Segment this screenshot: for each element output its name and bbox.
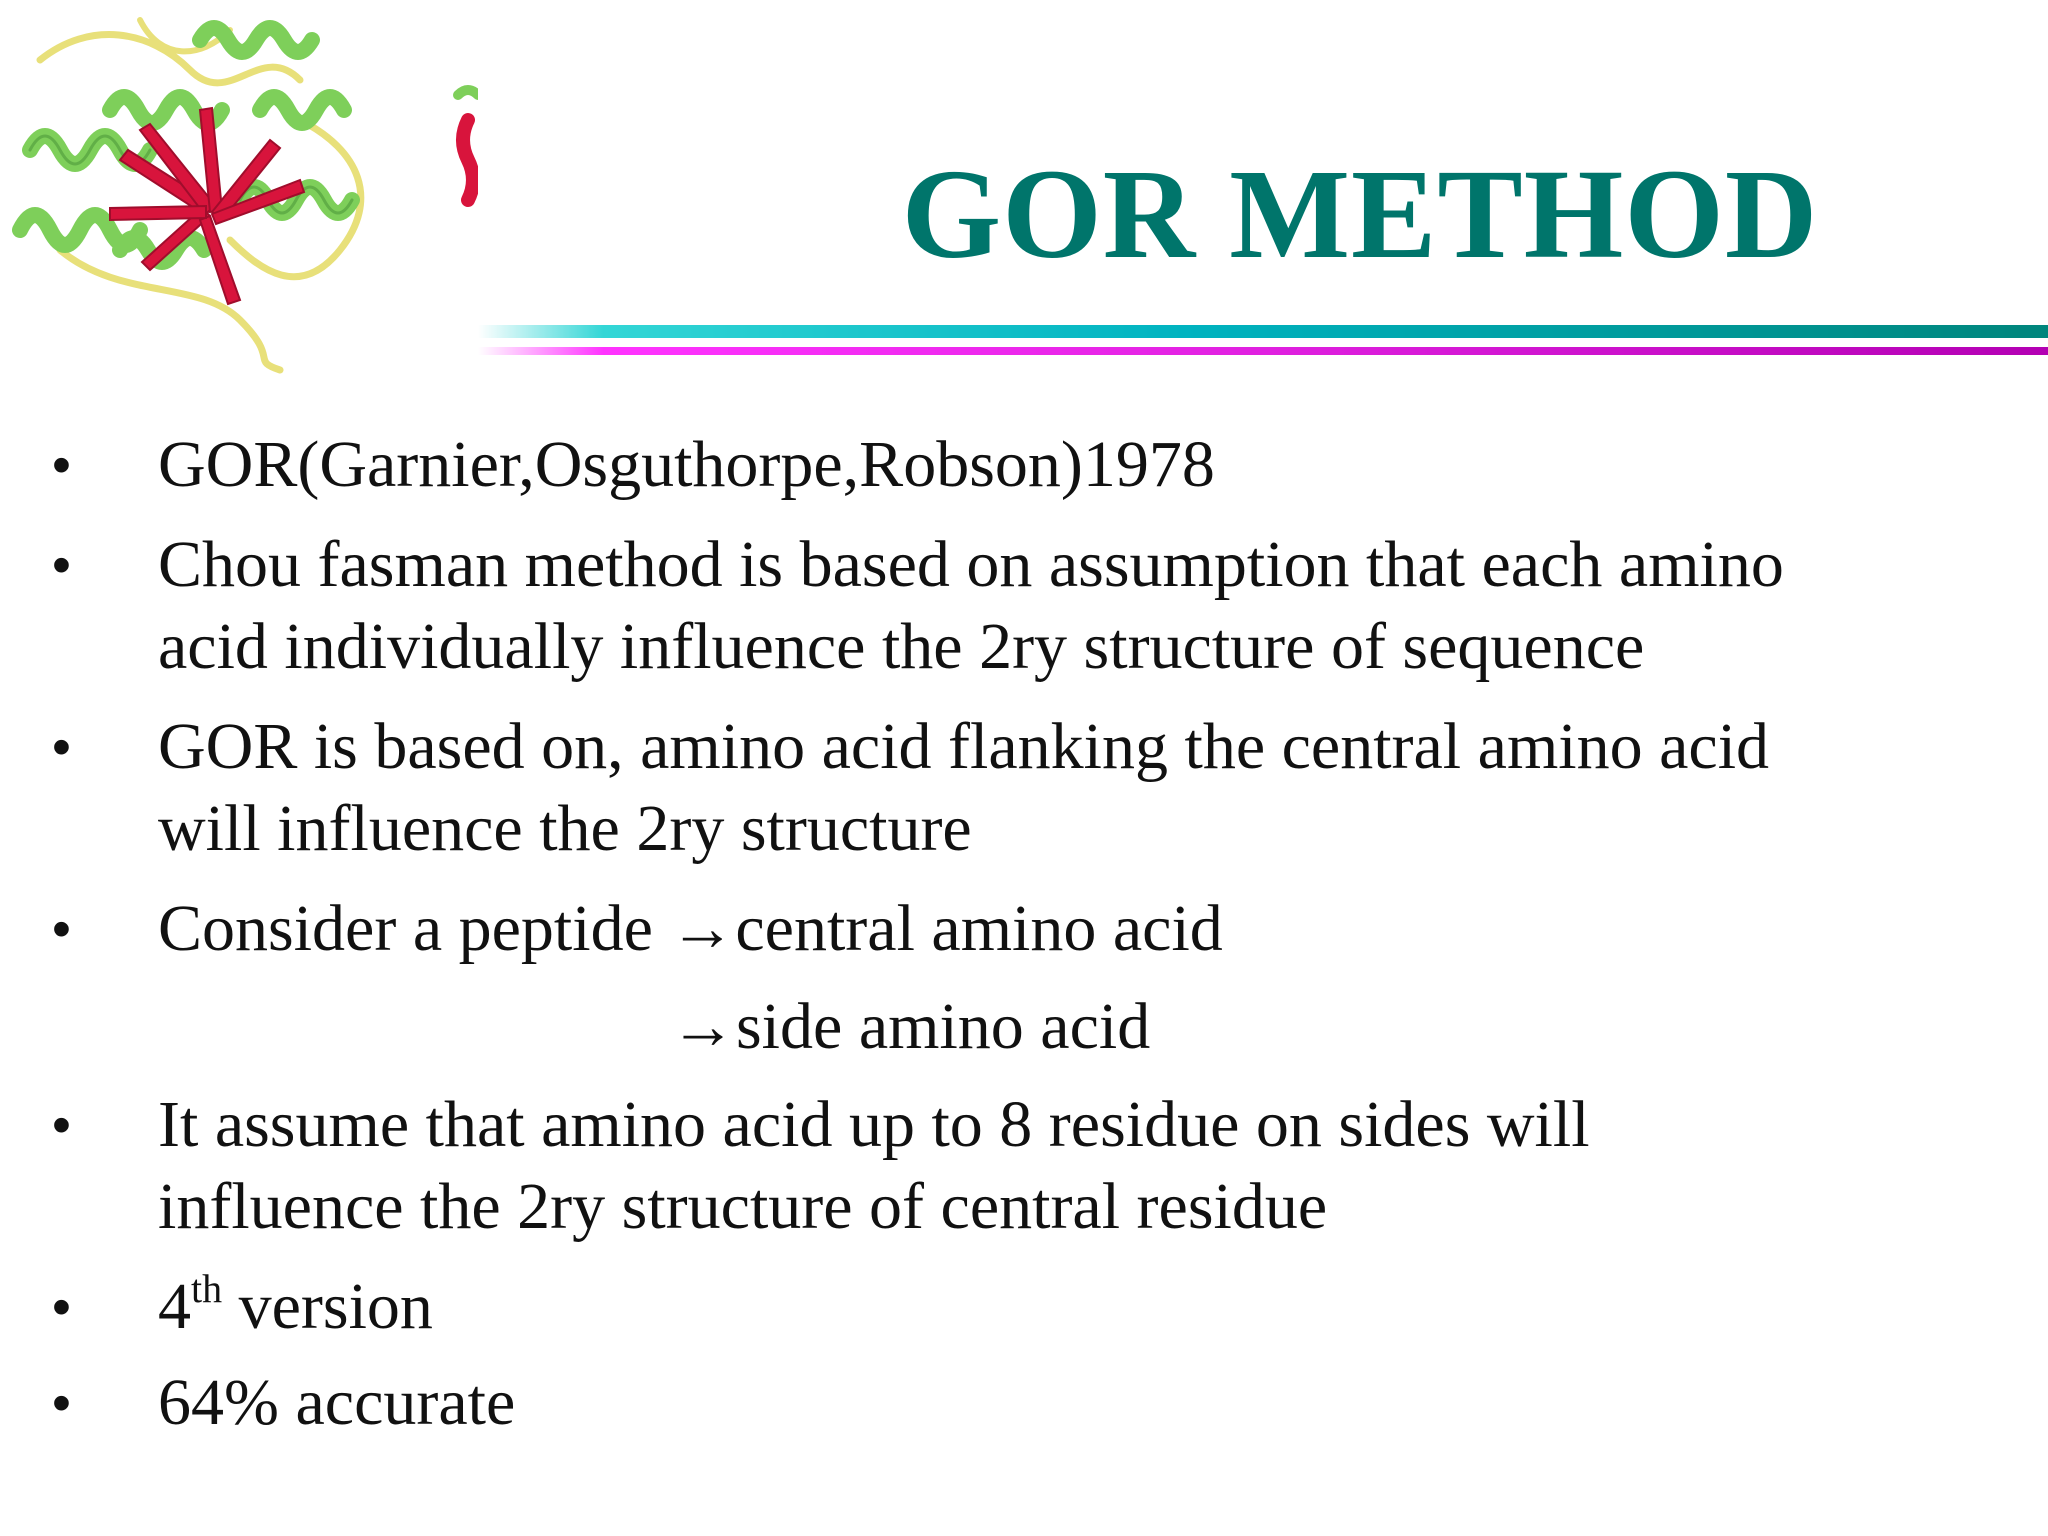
bullet-sub-text: [670, 986, 1150, 1068]
bullet-line: influence the 2ry structure of central residue: [158, 1170, 1328, 1243]
bullet-text: [158, 888, 1918, 970]
bullet-line: [158, 888, 1918, 970]
bullet-line: acid individually influence the 2ry structure of sequence: [158, 610, 1645, 683]
bullet-text: [158, 706, 1918, 870]
bullet-line: GOR is based on, amino acid flanking the central amino acid: [158, 710, 1770, 783]
bullet-glyph: •: [52, 1095, 71, 1155]
bullet-rest: central amino acid: [735, 892, 1223, 965]
bullet-line: [158, 1266, 1918, 1348]
slide-title: GOR METHOD: [901, 143, 1819, 285]
bullet-glyph: •: [52, 717, 71, 777]
bullet-text: [158, 424, 1918, 506]
bullet-glyph: •: [52, 535, 71, 595]
version-number: 4: [158, 1270, 191, 1343]
bullet-line: will influence the 2ry structure: [158, 792, 972, 865]
bullet-sub-rest: side amino acid: [736, 990, 1151, 1063]
bullet-line: 64% accurate: [158, 1366, 516, 1439]
bullet-text: [158, 1266, 1918, 1348]
bullet-prefix: Consider a peptide: [158, 892, 670, 965]
bullet-text: [158, 524, 1918, 688]
version-label: version: [222, 1270, 433, 1343]
version-ordinal: th: [191, 1266, 223, 1311]
bullet-line: Chou fasman method is based on assumption that each amino: [158, 528, 1784, 601]
bullet-glyph: •: [52, 899, 71, 959]
bullet-glyph: •: [52, 1277, 71, 1337]
arrow-right-icon: →: [669, 892, 736, 965]
bullet-text: [158, 1084, 1918, 1248]
arrow-right-icon: →: [670, 990, 736, 1063]
bullet-line: It assume that amino acid up to 8 residue on sides will: [158, 1088, 1590, 1161]
bullet-line: GOR(Garnier,Osguthorpe,Robson)1978: [158, 428, 1215, 501]
bullet-text: [158, 1362, 1918, 1444]
bullet-glyph: •: [52, 435, 71, 495]
bullet-glyph: •: [52, 1373, 71, 1433]
